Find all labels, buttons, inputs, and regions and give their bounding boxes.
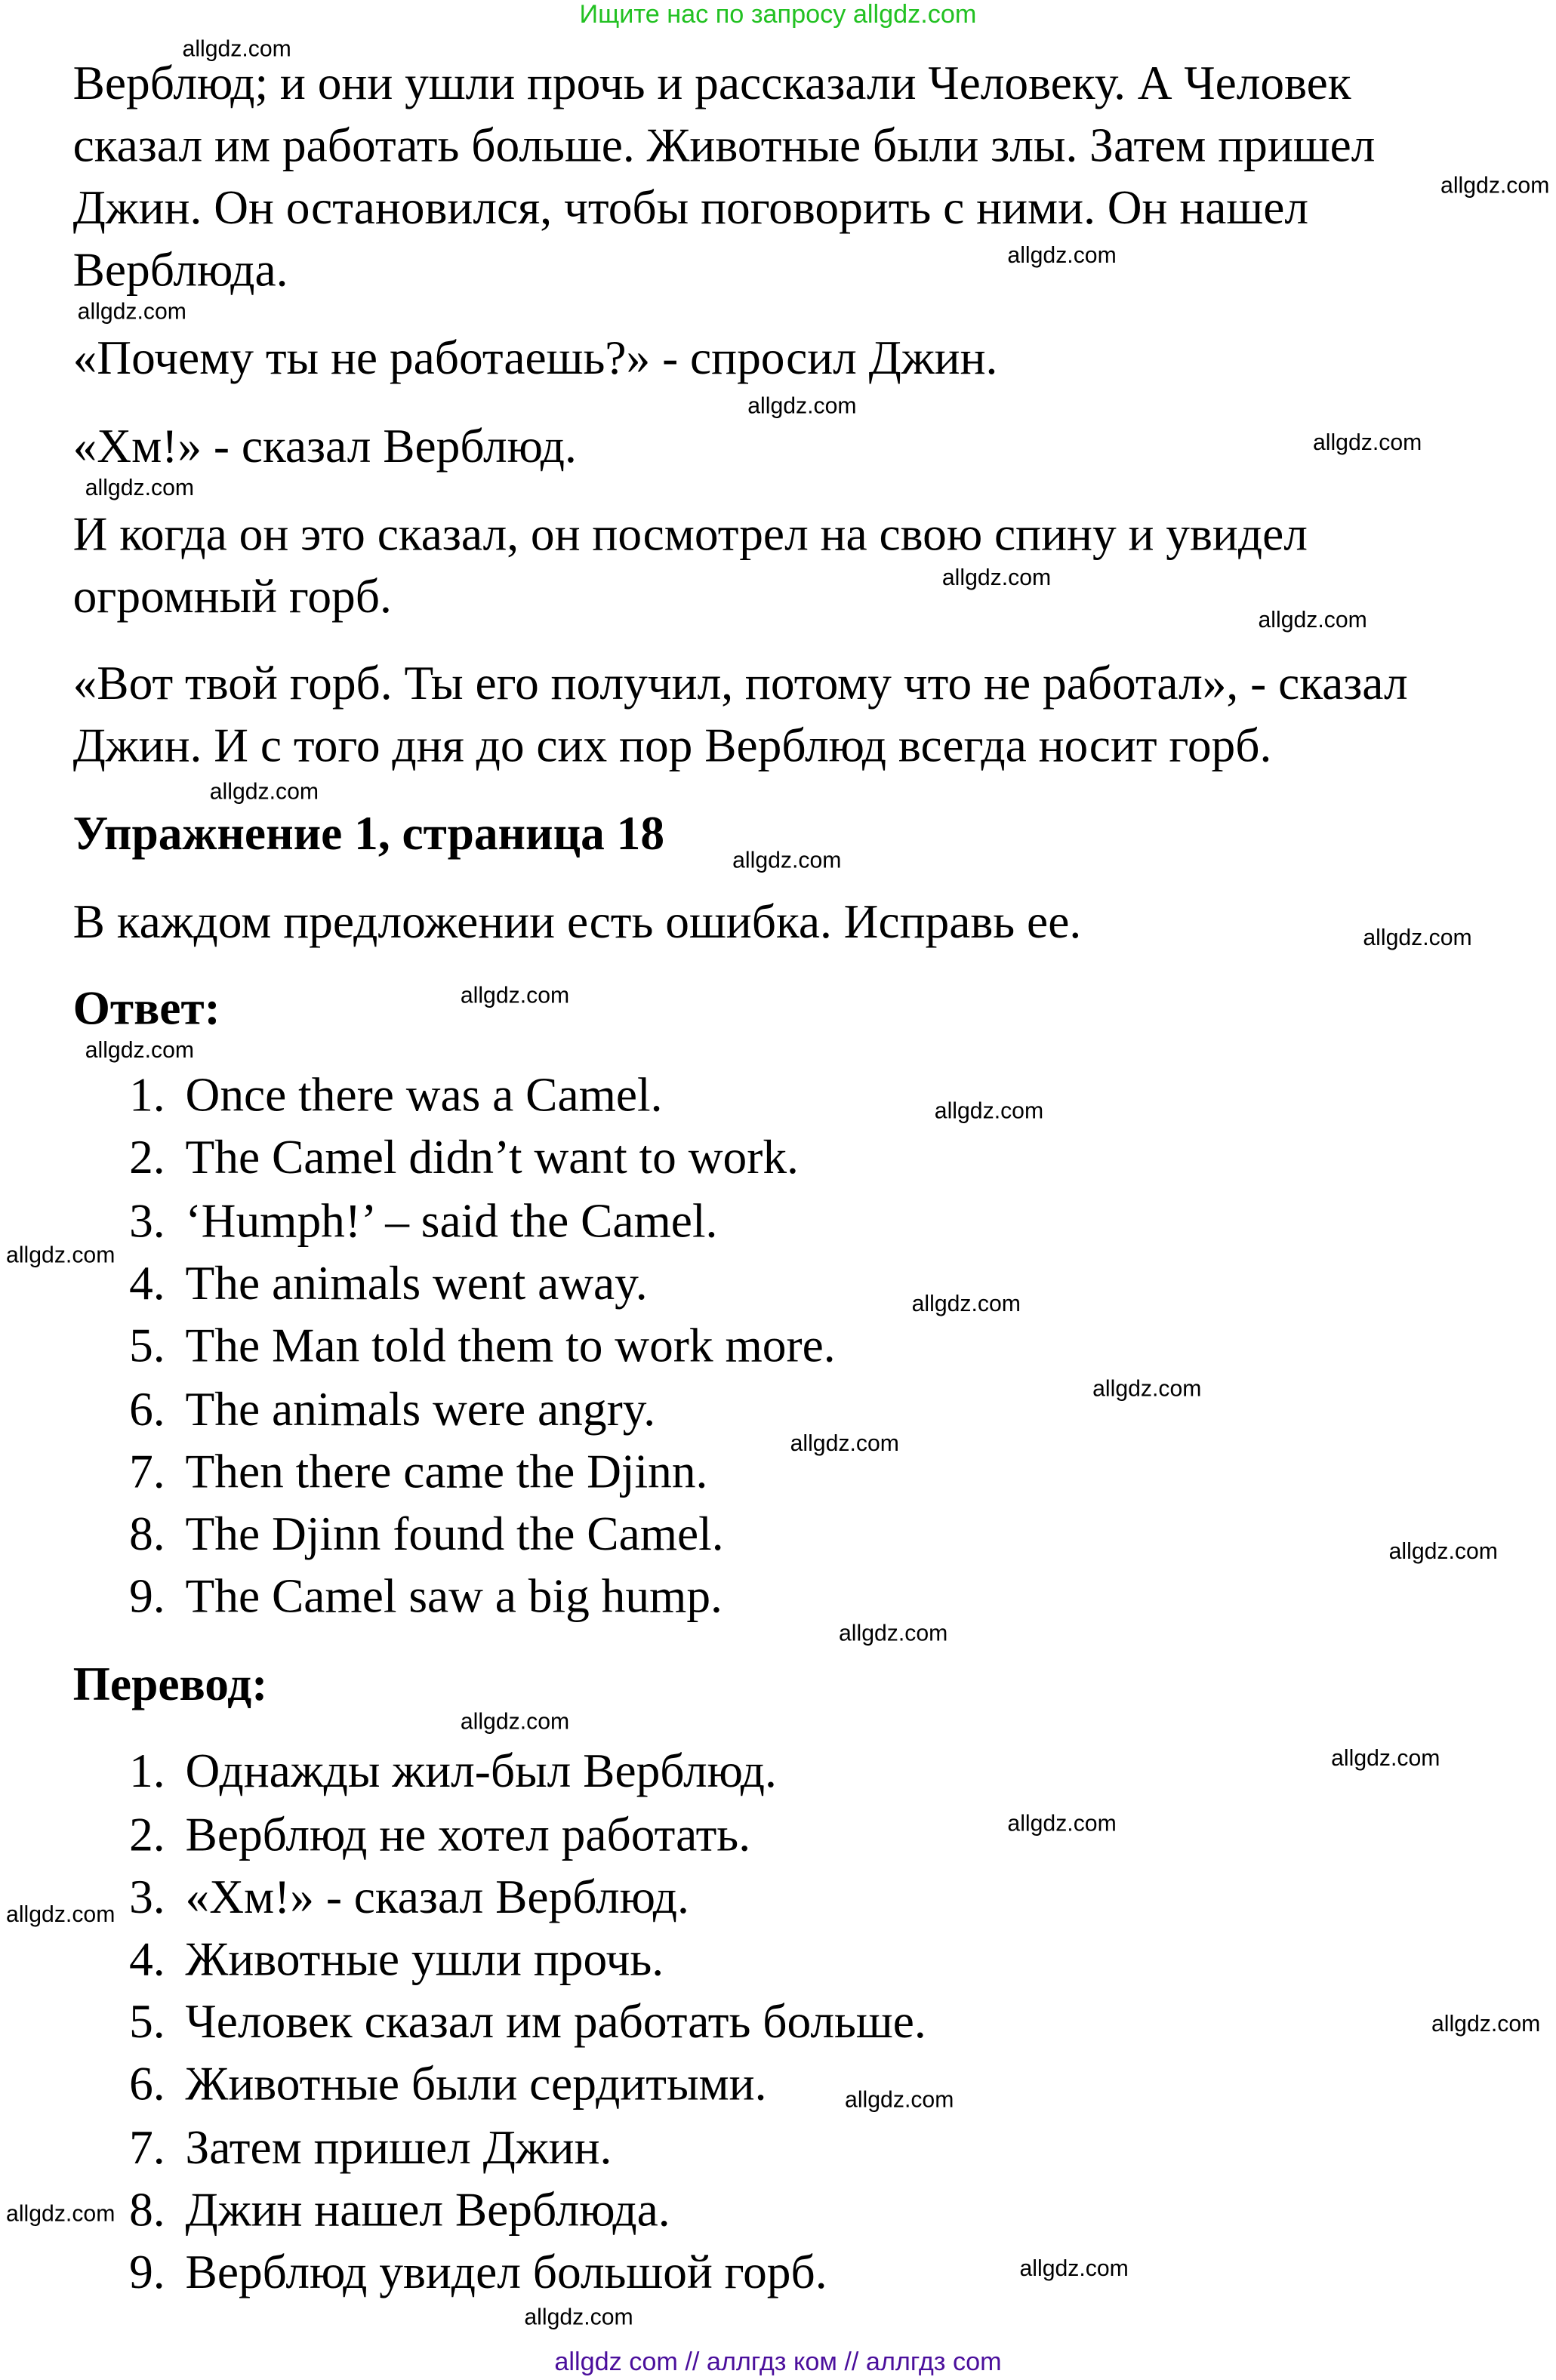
- translation-item: Человек сказал им работать больше.: [185, 1994, 926, 2048]
- list-number: 3.: [129, 1869, 165, 1923]
- translation-item: Джин нашел Верблюда.: [185, 2182, 670, 2237]
- answer-item: ‘Humph!’ – said the Camel.: [185, 1193, 718, 1247]
- watermark: allgdz.com: [1092, 1376, 1202, 1402]
- story-line: «Почему ты не работаешь?» - спросил Джин.: [72, 331, 998, 384]
- list-number: 9.: [129, 1569, 165, 1622]
- story-line: И когда он это сказал, он посмотрел на свою спину и увидел: [72, 506, 1308, 561]
- watermark: allgdz.com: [1007, 1810, 1117, 1837]
- story-line: Верблюд; и они ушли прочь и рассказали Человеку. А Человек: [72, 55, 1351, 109]
- instruction-text: В каждом предложении есть ошибка. Исправь ее.: [72, 894, 1082, 948]
- watermark: allgdz.com: [6, 1901, 116, 1928]
- watermark: allgdz.com: [747, 393, 857, 420]
- watermark: allgdz.com: [839, 1621, 948, 1647]
- list-number: 4.: [129, 1932, 165, 1985]
- list-number: 2.: [129, 1129, 165, 1184]
- watermark: allgdz.com: [1331, 1745, 1440, 1772]
- answer-item: The Man told them to work more.: [185, 1318, 836, 1372]
- story-line: огромный горб.: [72, 569, 392, 623]
- list-number: 6.: [129, 2056, 165, 2110]
- list-number: 6.: [129, 1381, 165, 1436]
- list-number: 7.: [129, 1444, 165, 1498]
- translation-item: Животные ушли прочь.: [185, 1932, 664, 1985]
- watermark: allgdz.com: [1007, 242, 1117, 269]
- watermark: allgdz.com: [182, 35, 291, 63]
- answer-item: Then there came the Djinn.: [185, 1444, 708, 1498]
- list-number: 8.: [129, 2182, 165, 2237]
- watermark: allgdz.com: [732, 847, 842, 873]
- list-number: 9.: [129, 2245, 165, 2298]
- watermark: allgdz.com: [460, 982, 570, 1008]
- story-line: «Хм!» - сказал Верблюд.: [72, 418, 577, 473]
- watermark: allgdz.com: [1019, 2255, 1129, 2282]
- translation-item: Однажды жил-был Верблюд.: [185, 1743, 777, 1797]
- list-number: 2.: [129, 1807, 165, 1861]
- story-line: сказал им работать больше. Животные были злы. Затем пришел: [72, 118, 1376, 171]
- footer-banner[interactable]: allgdz com // аллгдз ком // аллгдз com: [554, 2347, 1002, 2376]
- watermark: allgdz.com: [209, 779, 319, 805]
- translation-heading: Перевод:: [72, 1657, 268, 1710]
- watermark: allgdz.com: [1258, 607, 1367, 633]
- answer-item: The animals were angry.: [185, 1381, 656, 1436]
- watermark: allgdz.com: [845, 2086, 954, 2114]
- list-number: 1.: [129, 1067, 165, 1121]
- answer-item: The Djinn found the Camel.: [185, 1506, 724, 1560]
- watermark: allgdz.com: [460, 1708, 570, 1735]
- story-line: Джин. И с того дня до сих пор Верблюд всегда носит горб.: [72, 718, 1272, 771]
- watermark: allgdz.com: [1363, 925, 1472, 951]
- answer-item: Once there was a Camel.: [185, 1067, 663, 1121]
- answer-item: The Camel didn’t want to work.: [185, 1129, 799, 1184]
- header-banner[interactable]: Ищите нас по запросу allgdz.com: [579, 0, 977, 29]
- watermark: allgdz.com: [934, 1098, 1044, 1124]
- watermark: allgdz.com: [85, 475, 195, 501]
- story-line: Джин. Он остановился, чтобы поговорить с ними. Он нашел: [72, 180, 1309, 234]
- list-number: 3.: [129, 1193, 165, 1247]
- watermark: allgdz.com: [790, 1430, 899, 1457]
- list-number: 7.: [129, 2120, 165, 2174]
- watermark: allgdz.com: [85, 1037, 195, 1064]
- watermark: allgdz.com: [1440, 172, 1550, 199]
- exercise-title: Упражнение 1, страница 18: [72, 806, 665, 860]
- list-number: 4.: [129, 1255, 165, 1310]
- answer-item: The Camel saw a big hump.: [185, 1569, 723, 1622]
- watermark: allgdz.com: [524, 2304, 633, 2330]
- translation-item: Затем пришел Джин.: [185, 2120, 612, 2174]
- translation-item: «Хм!» - сказал Верблюд.: [185, 1869, 689, 1923]
- story-line: Верблюда.: [72, 242, 288, 296]
- answer-heading: Ответ:: [72, 981, 220, 1034]
- list-number: 5.: [129, 1318, 165, 1372]
- list-number: 1.: [129, 1743, 165, 1797]
- watermark: allgdz.com: [77, 298, 186, 325]
- answer-item: The animals went away.: [185, 1255, 648, 1310]
- list-number: 5.: [129, 1994, 165, 2048]
- story-line: «Вот твой горб. Ты его получил, потому что не работал», - сказал: [72, 655, 1408, 710]
- watermark: allgdz.com: [6, 2200, 116, 2228]
- watermark: allgdz.com: [941, 565, 1052, 591]
- watermark: allgdz.com: [1431, 2011, 1541, 2037]
- list-number: 8.: [129, 1506, 165, 1560]
- watermark: allgdz.com: [1388, 1538, 1498, 1565]
- translation-item: Верблюд увидел большой горб.: [185, 2245, 827, 2298]
- translation-item: Животные были сердитыми.: [185, 2056, 767, 2110]
- translation-item: Верблюд не хотел работать.: [185, 1807, 751, 1861]
- watermark: allgdz.com: [1312, 430, 1422, 456]
- watermark: allgdz.com: [6, 1242, 116, 1269]
- watermark: allgdz.com: [911, 1291, 1021, 1317]
